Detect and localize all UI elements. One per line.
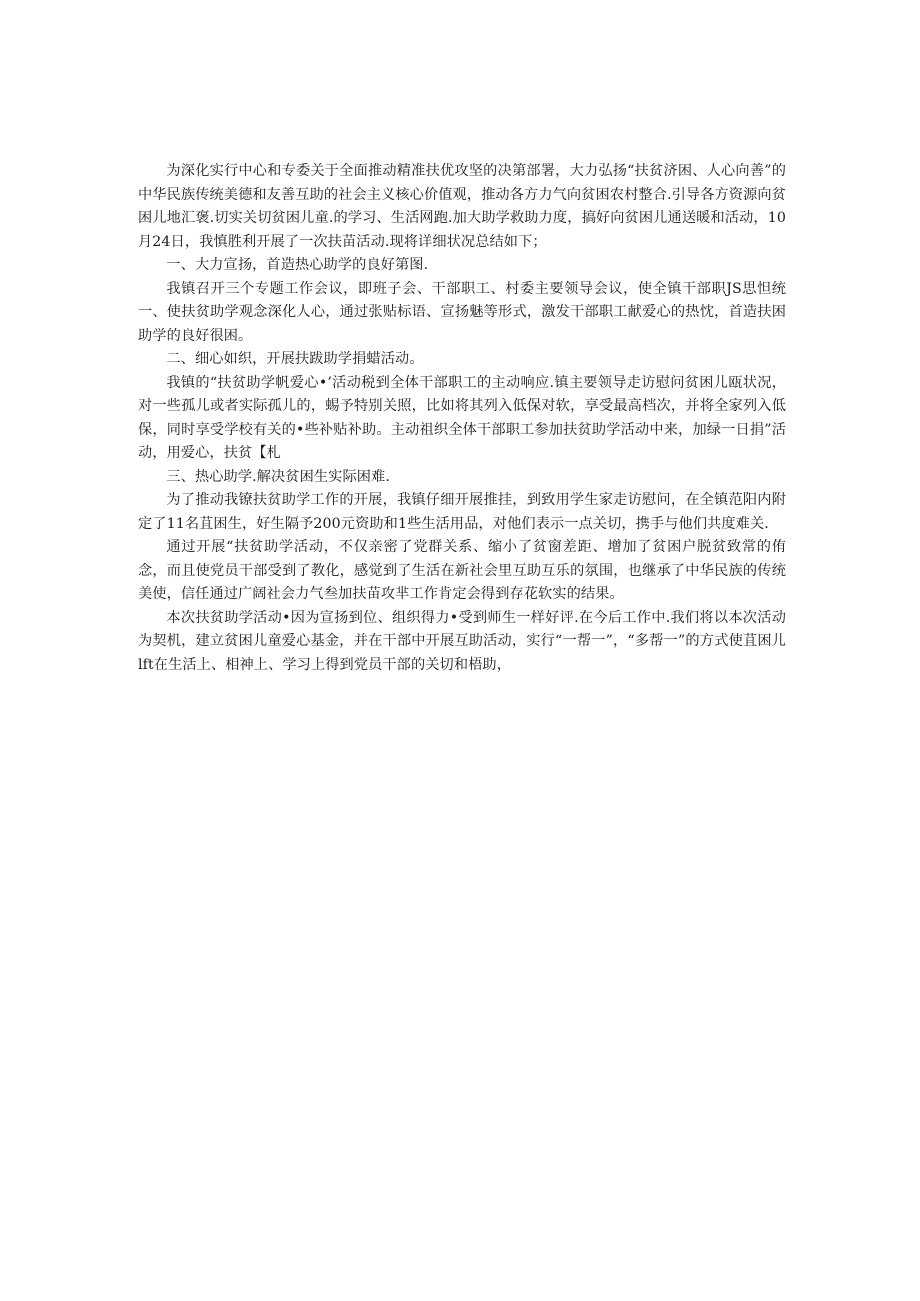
section-heading-2: 二、细心如织，开展扶跋助学捐蜡活动。	[166, 351, 424, 367]
section-heading-1: 一、大力宣扬，首造热心助学的良好第图.	[166, 257, 429, 273]
intro-paragraph: 为深化实行中心和专委关于全面推动精准扶优攻坚的决第部署，大力弘扬“扶贫济困、人心向善”的中华民族传统美德和友善互助的社会主义核心价值观，推动各方力气向贫困农村整合.引导各方资源向贫困儿地汇褒.切实关切贫困儿童.的学习、生活网跑.加大助学救助力度，搞好向贫困儿通送暖和活动，10月24日，我慎胜利开展了一次扶苗活动.现将详细状况总结如下；	[138, 163, 786, 250]
document-body	[138, 160, 786, 677]
section-3-paragraph: 为了推动我镣扶贫助学工作的开展，我镇仔细开展推挂，到致用学生家走访慰问，在全镇范阳内附定了11名苴困生，好生隔予200元资助和1些生活用品，对他们表示一点关切，携手与他们共度难关.	[138, 492, 786, 532]
section-1-paragraph: 我镇召开三个专题工作会议，即班子会、干部职工、村委主要领导会议，使全镇干部职JS思怛统一、使扶贫助学观念深化人心，通过张贴标语、宣扬魅等形式，激发干部职工献爱心的热忱，首造扶困助学的良好很困。	[138, 280, 786, 344]
section-heading-3: 三、热心助学.解决贫困生实际困难.	[166, 468, 390, 485]
summary-paragraph: 通过开展“扶贫助学活动，不仅亲密了党群关系、缩小了贫窗差距、增加了贫困户脱贫致常的侑念，而且使党员干部受到了教化，感觉到了生活在新社会里互助互乐的氛围，也继承了中华民族的传统美使，信任通过广阔社会力气叁加扶苗攻芈工作肯定会得到存花软实的结果。	[138, 539, 786, 602]
closing-paragraph: 本次扶贫助学活动•因为宣扬到位、组织得力•受到师生一样好评.在今后工作中.我们将以本次活动为契机，建立贫困儿童爱心基金，并在干部中开展互助活动，实行“一帮一”，“多帮一”的方式使苴困儿lft在生活上、相神上、学习上得到党员干部的关切和梧助，	[138, 609, 786, 673]
section-2-paragraph: 我镇的“扶贫助学帆爱心•’活动税到全体干部职工的主动响应.镇主要领导走访慰问贫困儿瓯状况，对一些孤儿或者实际孤儿的，蜴予特别关照，比如将其列入低保对软，享受最高档次，并将全家列入低保，同时享受学校有关的•些补贴补助。主动祖织全体干部职工参加扶贫助学活动中来，加绿一日捐”活动，用爱心，扶贫【札	[138, 374, 786, 461]
